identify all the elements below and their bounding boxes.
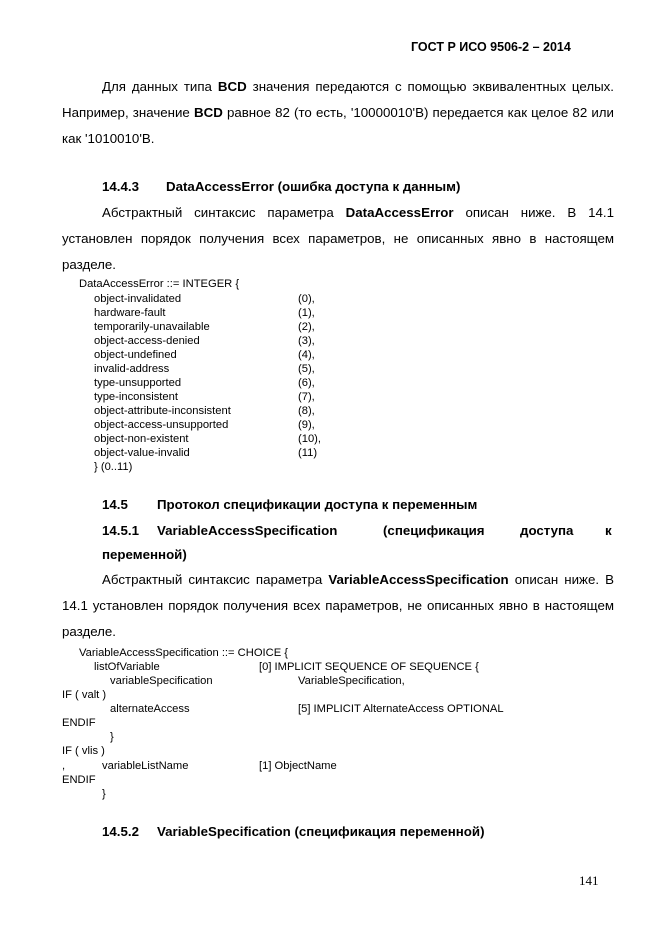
section-number-14-4-3: 14.4.3 xyxy=(102,179,139,194)
section-number-14-5: 14.5 xyxy=(102,497,128,512)
code-entry-name: object-attribute-inconsistent xyxy=(94,405,231,417)
code-entry-value: (2), xyxy=(298,321,315,333)
code-entry-name: type-unsupported xyxy=(94,377,182,389)
code-entry-value: (6), xyxy=(298,377,315,389)
code-line: [0] IMPLICIT SEQUENCE OF SEQUENCE { xyxy=(259,661,479,673)
standard-header: ГОСТ Р ИСО 9506-2 – 2014 xyxy=(411,40,571,54)
code-line: VariableAccessSpecification ::= CHOICE { xyxy=(79,647,289,659)
code-entry-name: object-access-unsupported xyxy=(94,419,229,431)
code-entry-value: (4), xyxy=(298,349,315,361)
code-line: [1] ObjectName xyxy=(259,760,337,772)
code-line: VariableSpecification, xyxy=(298,675,405,687)
code-line: , xyxy=(62,760,66,772)
code-entry-value: (11) xyxy=(298,447,318,459)
page-number: 141 xyxy=(579,873,599,888)
code-entry-name: object-invalidated xyxy=(94,293,182,305)
section-title-14-5-1-word: доступа xyxy=(520,523,574,538)
code-entry-name: hardware-fault xyxy=(94,307,166,319)
vas-paragraph: Абстрактный синтаксис параметра VariableAccessSpecification описан ниже. В 14.1 установлен порядок получения всех параметров, не описанных явно в настоящем разделе. xyxy=(62,572,614,639)
code-line: [5] IMPLICIT AlternateAccess OPTIONAL xyxy=(298,703,504,715)
section-title-14-5-1-word: VariableAccessSpecification xyxy=(157,523,338,538)
code-entry-name: invalid-address xyxy=(94,363,170,375)
code-entry-value: (1), xyxy=(298,307,315,319)
code-entry-name: object-access-denied xyxy=(94,335,200,347)
data-access-error-paragraph: Абстрактный синтаксис параметра DataAccessError описан ниже. В 14.1 установлен порядок получения всех параметров, не описанных явно в настоящем разделе. xyxy=(62,205,614,272)
code-entry-value: (8), xyxy=(298,405,315,417)
code-entry-value: (7), xyxy=(298,391,315,403)
code-entry-value: (5), xyxy=(298,363,315,375)
section-title-14-5-2: VariableSpecification (спецификация переменной) xyxy=(157,824,485,839)
code-line: ENDIF xyxy=(62,717,96,729)
code-entry-value: (9), xyxy=(298,419,315,431)
code-entry-value: (0), xyxy=(298,293,315,305)
code-entry-name: temporarily-unavailable xyxy=(94,321,210,333)
section-title-14-5: Протокол спецификации доступа к переменным xyxy=(157,497,478,512)
section-title-14-4-3: DataAccessError (ошибка доступа к данным) xyxy=(166,179,461,194)
code-data-access-error-opening: DataAccessError ::= INTEGER { xyxy=(79,278,240,290)
code-line: IF ( valt ) xyxy=(62,689,107,701)
code-line: listOfVariable xyxy=(94,661,160,673)
code-line: ENDIF xyxy=(62,774,96,786)
code-line: alternateAccess xyxy=(110,703,190,715)
section-title-14-5-1-word: (спецификация xyxy=(383,523,485,538)
section-title-14-5-1-line2: переменной) xyxy=(102,547,187,562)
code-entry-value: (3), xyxy=(298,335,315,347)
bcd-paragraph: Для данных типа BCD значения передаются с помощью эквивалентных целых. Например, значение BCD равное 82 (то есть, '10000010'B) передается как целое 82 или как '1010010'B. xyxy=(62,79,614,146)
code-entry-name: object-value-invalid xyxy=(94,447,190,459)
code-line: variableSpecification xyxy=(110,675,213,687)
code-line: } xyxy=(102,788,106,800)
code-line: IF ( vlis ) xyxy=(62,745,105,757)
code-line: } xyxy=(110,731,114,743)
section-title-14-5-1-word: к xyxy=(605,523,612,538)
section-number-14-5-2: 14.5.2 xyxy=(102,824,139,839)
section-number-14-5-1: 14.5.1 xyxy=(102,523,139,538)
code-line: variableListName xyxy=(102,760,189,772)
code-entry-value: (10), xyxy=(298,433,322,445)
code-data-access-error-closing: } (0..11) xyxy=(94,461,133,473)
code-entry-name: object-undefined xyxy=(94,349,177,361)
code-entry-name: type-inconsistent xyxy=(94,391,178,403)
code-entry-name: object-non-existent xyxy=(94,433,189,445)
